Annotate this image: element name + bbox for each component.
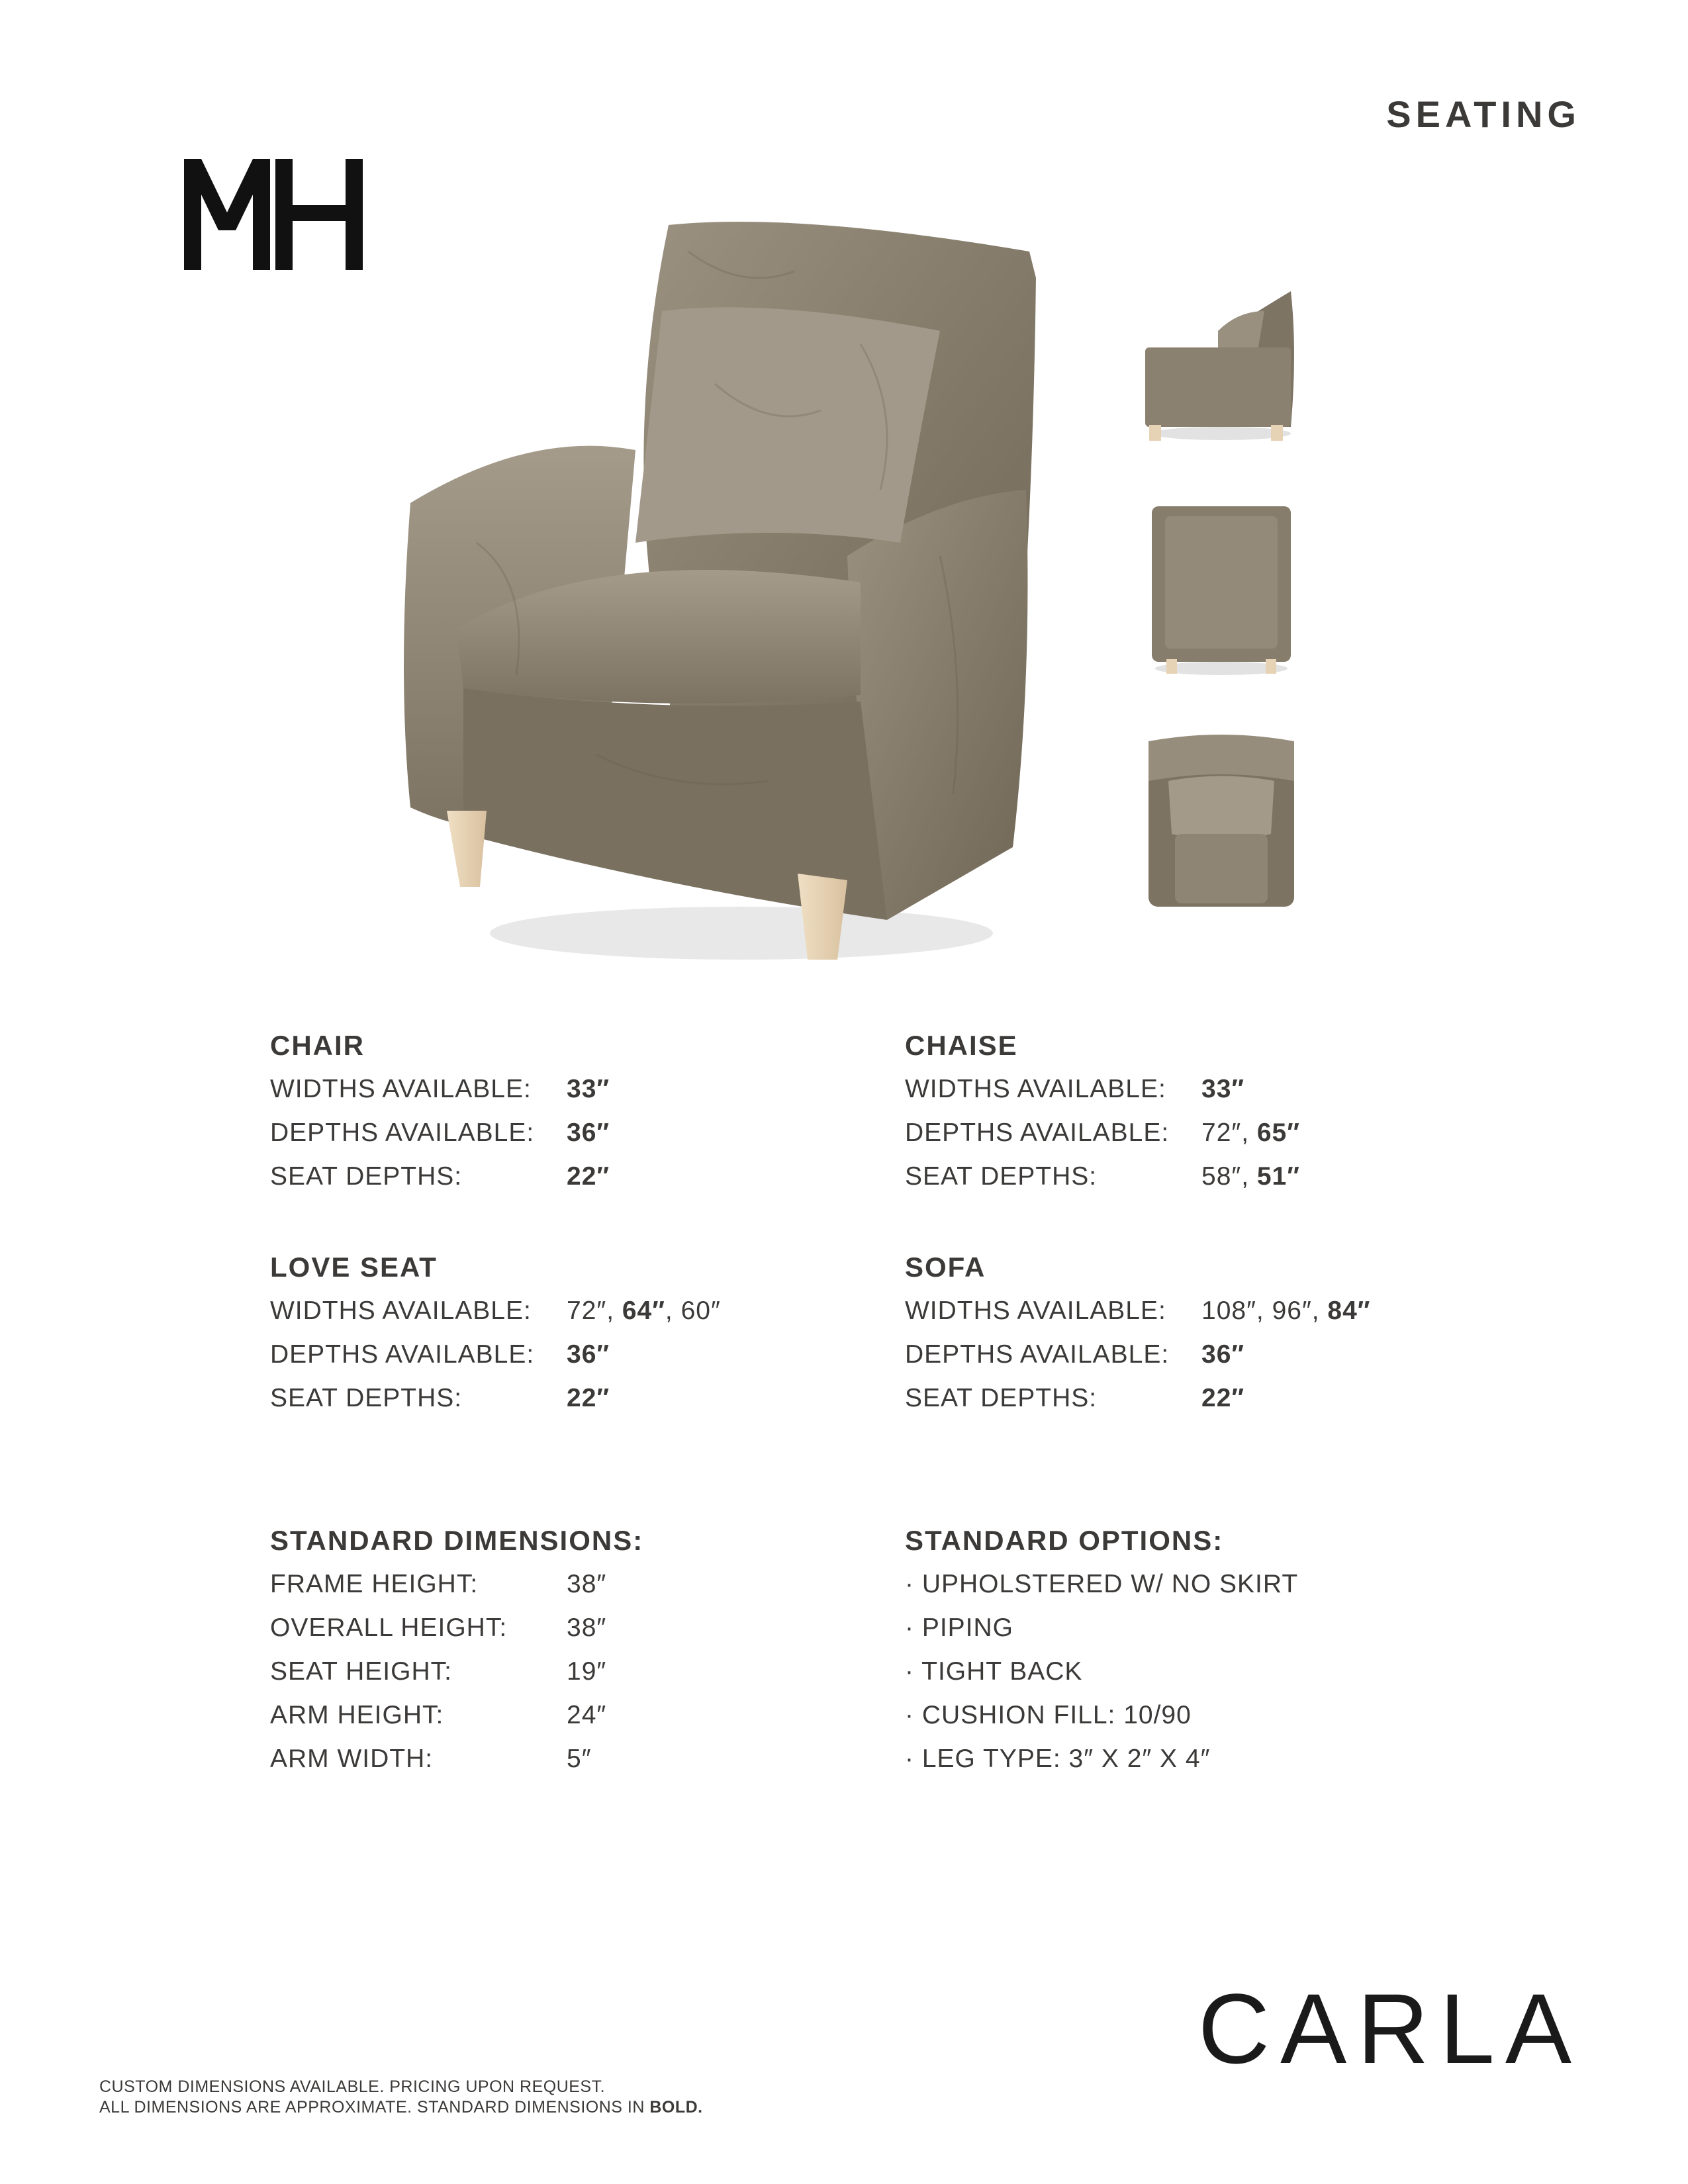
spec-row	[270, 1289, 866, 1333]
spec-value	[1201, 1377, 1244, 1420]
footnote	[99, 2077, 703, 2118]
optional-dimension-value: 108″	[1201, 1297, 1256, 1325]
standard-dimension-value: 22″	[567, 1162, 610, 1191]
dimension-label: FRAME HEIGHT:	[270, 1570, 479, 1598]
chair-side-view-photo	[1139, 285, 1304, 450]
optional-dimension-value: 72″	[1201, 1118, 1242, 1147]
optional-dimension-value: 72″	[567, 1297, 607, 1325]
standard-options-title: STANDARD OPTIONS:	[905, 1525, 1224, 1556]
dimension-label: ARM HEIGHT:	[270, 1701, 444, 1729]
standard-dimension-value: 36″	[567, 1118, 610, 1147]
option-item: · TIGHT BACK	[905, 1657, 1083, 1686]
spec-label: WIDTHS AVAILABLE:	[270, 1297, 532, 1325]
optional-dimension-value: 96″	[1272, 1297, 1312, 1325]
spec-row	[905, 1068, 1501, 1111]
spec-value: 108″, 96″, 84″	[1201, 1297, 1371, 1325]
spec-row	[270, 1068, 866, 1111]
footnote-line-2	[99, 2097, 703, 2118]
spec-chaise	[905, 1024, 1501, 1199]
standard-dimensions-title: STANDARD DIMENSIONS:	[270, 1525, 644, 1556]
spec-row	[270, 1155, 866, 1199]
spec-value	[567, 1068, 610, 1111]
standard-dimension-value: 51″	[1256, 1162, 1300, 1191]
spec-row	[270, 1333, 866, 1377]
dimension-row	[270, 1737, 866, 1781]
spec-value	[1201, 1068, 1244, 1111]
category-label: SEATING	[1386, 93, 1581, 135]
spec-row	[905, 1333, 1501, 1377]
spec-label: SEAT DEPTHS:	[905, 1384, 1098, 1412]
dimension-value: 24″	[567, 1701, 607, 1729]
footnote-bold-word: BOLD.	[649, 2098, 703, 2116]
standard-dimension-value: 36″	[1201, 1340, 1245, 1369]
optional-dimension-value: 58″	[1201, 1162, 1242, 1191]
chair-back-view-photo	[1145, 503, 1297, 682]
standard-dimension-value: 65″	[1256, 1118, 1300, 1147]
footnote-line-1: CUSTOM DIMENSIONS AVAILABLE. PRICING UPON REQUEST.	[99, 2077, 606, 2096]
spec-chaise-title: CHAISE	[905, 1030, 1018, 1061]
standard-dimension-value: 84″	[1327, 1297, 1371, 1325]
spec-label: SEAT DEPTHS:	[270, 1384, 463, 1412]
spec-row	[270, 1111, 866, 1155]
spec-value	[567, 1111, 610, 1155]
product-name: CARLA	[1197, 1973, 1582, 2084]
spec-label: DEPTHS AVAILABLE:	[905, 1340, 1170, 1369]
spec-value: 72″, 64″, 60″	[567, 1297, 721, 1325]
dimension-row	[270, 1650, 866, 1694]
spec-chair-title: CHAIR	[270, 1030, 365, 1061]
spec-label: DEPTHS AVAILABLE:	[270, 1118, 535, 1147]
brand-logo-mh	[184, 159, 363, 270]
dimension-label: ARM WIDTH:	[270, 1745, 434, 1773]
option-item: · UPHOLSTERED W/ NO SKIRT	[905, 1570, 1299, 1598]
chair-main-photo	[397, 212, 1046, 973]
spec-sofa-title: SOFA	[905, 1251, 986, 1283]
spec-row	[905, 1111, 1501, 1155]
spec-label: DEPTHS AVAILABLE:	[270, 1340, 535, 1369]
option-item: · PIPING	[905, 1614, 1014, 1642]
option-item: · CUSHION FILL: 10/90	[905, 1701, 1192, 1729]
spec-value: 58″, 51″	[1201, 1162, 1300, 1191]
chair-top-view-photo	[1145, 735, 1297, 913]
spec-value: 72″, 65″	[1201, 1118, 1300, 1147]
dimension-row	[270, 1563, 866, 1606]
spec-label: WIDTHS AVAILABLE:	[270, 1075, 532, 1103]
dimension-value: 19″	[567, 1657, 607, 1686]
dimension-label: OVERALL HEIGHT:	[270, 1614, 508, 1642]
dimension-row	[270, 1694, 866, 1737]
spec-row	[905, 1155, 1501, 1199]
spec-label: SEAT DEPTHS:	[905, 1162, 1098, 1191]
standard-options	[905, 1519, 1501, 1781]
optional-dimension-value: 60″	[680, 1297, 721, 1325]
dimension-value: 38″	[567, 1614, 607, 1642]
spec-chair	[270, 1024, 866, 1199]
dimension-value: 38″	[567, 1570, 607, 1598]
spec-label: WIDTHS AVAILABLE:	[905, 1075, 1166, 1103]
spec-label: SEAT DEPTHS:	[270, 1162, 463, 1191]
spec-value	[1201, 1333, 1244, 1377]
spec-row	[270, 1377, 866, 1420]
standard-dimension-value: 64″	[622, 1297, 665, 1325]
spec-value	[567, 1377, 610, 1420]
dimension-row	[270, 1606, 866, 1650]
spec-label: WIDTHS AVAILABLE:	[905, 1297, 1166, 1325]
spec-love-seat	[270, 1246, 866, 1420]
spec-value	[567, 1333, 610, 1377]
spec-love-seat-title: LOVE SEAT	[270, 1251, 438, 1283]
standard-dimension-value: 33″	[1201, 1075, 1245, 1103]
standard-dimensions	[270, 1519, 866, 1781]
spec-sofa	[905, 1246, 1501, 1420]
standard-dimension-value: 36″	[567, 1340, 610, 1369]
standard-dimension-value: 22″	[567, 1384, 610, 1412]
spec-row	[905, 1377, 1501, 1420]
spec-value	[567, 1155, 610, 1199]
dimension-value: 5″	[567, 1745, 592, 1773]
standard-dimension-value: 33″	[567, 1075, 610, 1103]
standard-dimension-value: 22″	[1201, 1384, 1245, 1412]
option-item: · LEG TYPE: 3″ X 2″ X 4″	[905, 1745, 1211, 1773]
spec-row	[905, 1289, 1501, 1333]
footnote-line-2-text: ALL DIMENSIONS ARE APPROXIMATE. STANDARD DIMENSIONS IN	[99, 2098, 650, 2116]
dimension-label: SEAT HEIGHT:	[270, 1657, 452, 1686]
spec-label: DEPTHS AVAILABLE:	[905, 1118, 1170, 1147]
